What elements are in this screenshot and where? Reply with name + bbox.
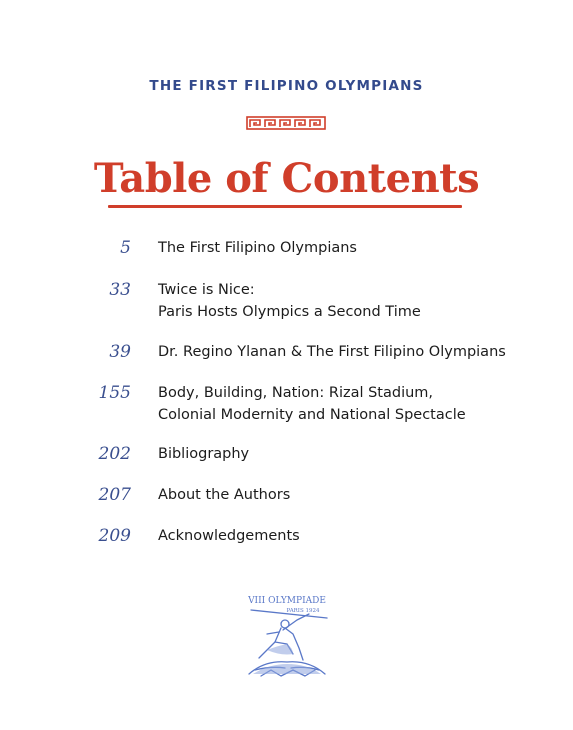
toc-page-number: 33 [109, 280, 131, 300]
toc-entry-line1: The First Filipino Olympians [158, 240, 357, 256]
toc-entry-line2: Colonial Modernity and National Spectacle [158, 407, 466, 423]
toc-entry-line1: Acknowledgements [158, 528, 300, 544]
book-title: THE FIRST FILIPINO OLYMPIANS [149, 78, 424, 94]
toc-entry-title [158, 341, 506, 363]
toc-entry-title [158, 525, 300, 547]
toc-entry-line1: Dr. Regino Ylanan & The First Filipino Olympians [158, 344, 506, 360]
toc-entry-line1: Bibliography [158, 446, 250, 462]
toc-page-number: 207 [98, 485, 131, 505]
toc-entry-title [158, 484, 290, 506]
page-title: Table of Contents [93, 155, 480, 202]
toc-page-number: 39 [109, 342, 131, 362]
toc-entry-line1: Body, Building, Nation: Rizal Stadium, [158, 385, 434, 401]
toc-page-number: 5 [120, 238, 131, 258]
toc-entry-line2: Paris Hosts Olympics a Second Time [158, 304, 421, 320]
olympiade-emblem-icon [241, 590, 333, 682]
toc-entry-title [158, 443, 249, 465]
toc-entry-title [158, 382, 466, 426]
toc-entry-title [158, 237, 357, 259]
toc-entry-title [158, 279, 421, 323]
toc-entry-line1: Twice is Nice: [158, 282, 255, 298]
toc-page-number: 155 [98, 383, 131, 403]
toc-page-number: 209 [98, 526, 131, 546]
emblem-text-line2: PARIS 1924 [286, 608, 320, 614]
toc-entry-line1: About the Authors [158, 487, 291, 503]
emblem-text-line1: VIII OLYMPIADE [248, 596, 326, 606]
toc-page-number: 202 [98, 444, 131, 464]
